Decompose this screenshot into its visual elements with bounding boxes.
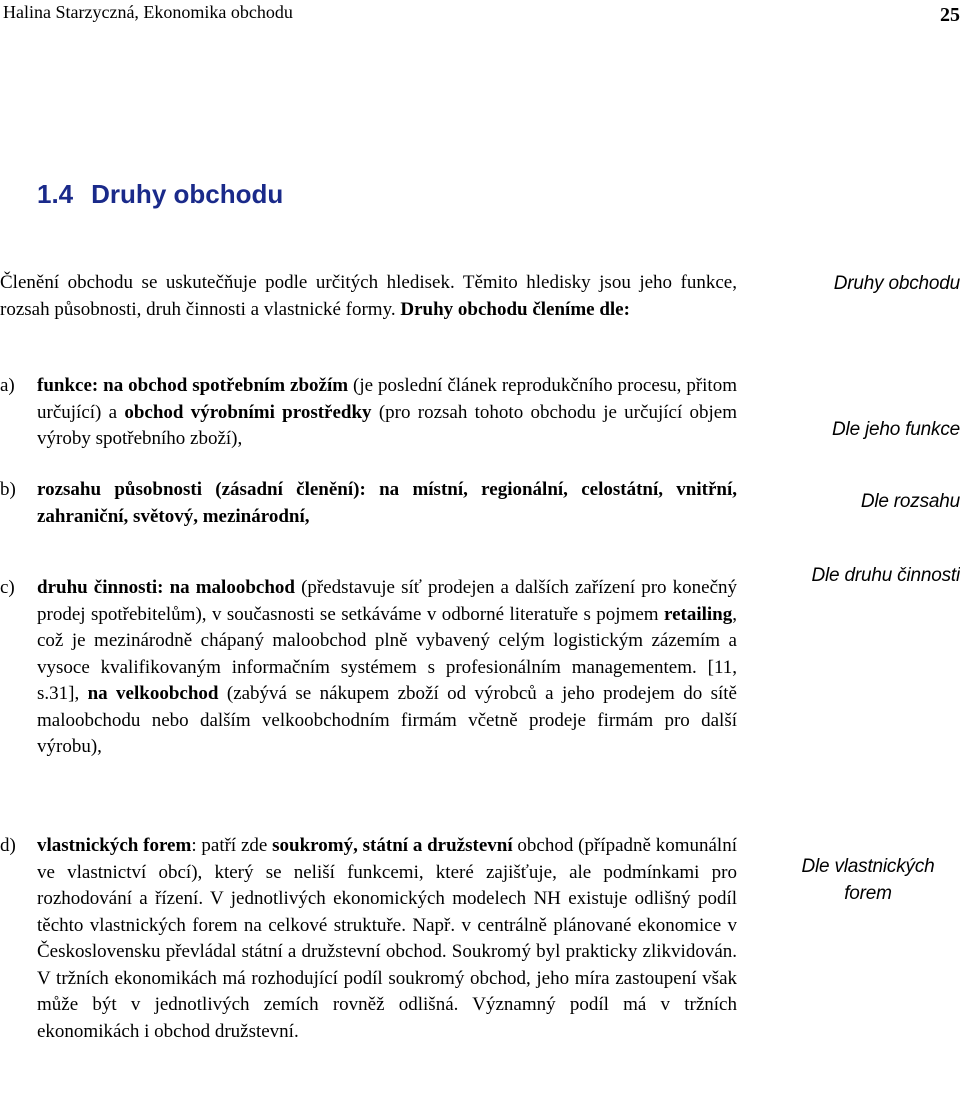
running-header-title: Halina Starzyczná, Ekonomika obchodu — [3, 2, 293, 22]
margin-note-function: Dle jeho funkce — [832, 419, 960, 440]
section-heading — [37, 178, 283, 210]
list-item-label: c) — [0, 577, 15, 598]
term-bold: soukromý, státní a družstevní — [272, 835, 513, 856]
term-text: (pro rozsah tohoto obchodu je určující objem výroby spotřebního zboží), — [37, 401, 737, 449]
list-item-label: d) — [0, 835, 16, 856]
term-bold: vlastnických forem — [37, 835, 192, 856]
list-item-c — [0, 575, 737, 761]
list-item-body — [37, 833, 737, 1045]
term-bold: retailing — [663, 603, 733, 625]
term-bold: funkce: na obchod spotřebním zbožím — [37, 375, 349, 396]
term-bold: druhu činnosti: na maloobchod — [37, 577, 295, 598]
list-item-d — [0, 833, 737, 1045]
margin-note-ownership: Dle vlastnických forem — [801, 856, 935, 904]
term-text: (představuje síť prodejen a dalších zařízení pro konečný prodej spotřebitelům), v současnosti se setkáváme v odborné literatuře s pojmem — [37, 577, 737, 625]
term-bold: obchod výrobními prostředky — [124, 401, 372, 423]
list-item-body — [37, 373, 737, 453]
list-item-a — [0, 373, 737, 453]
page-number: 25 — [940, 4, 960, 26]
margin-note-types: Druhy obchodu — [833, 273, 960, 294]
term-text: : patří zde — [191, 835, 273, 856]
list-item-body: rozsahu působnosti (zásadní členění): na místní, regionální, celostátní, vnitřní, zahraniční, světový, mezinárodní, — [37, 479, 737, 527]
term-text: , což je mezinárodně chápaný maloobchod plně vybavený celým logistickým zázemím a vysoce kvalifikovaným informačním systémem s profesionálním managementem. [11, s.31], — [37, 603, 737, 704]
intro-bold-text: Druhy obchodu členíme dle: — [400, 298, 630, 320]
list-item-b — [0, 477, 737, 530]
list-item-label: a) — [0, 375, 15, 396]
intro-text: Členění obchodu se uskutečňuje podle určitých hledisek. Těmito hledisky jsou jeho funkce, rozsah působnosti, druh činnosti a vlastnické formy. — [0, 272, 737, 320]
margin-note-activity: Dle druhu činnosti — [811, 565, 960, 586]
term-text: (je poslední článek reprodukčního procesu, přitom určující) a — [37, 375, 737, 423]
term-text: (zabývá se nákupem zboží od výrobců a jeho prodejem do sítě maloobchodu nebo dalším velkoobchodním firmám včetně prodeje firmám pro další výrobu), — [37, 683, 737, 757]
intro-paragraph — [0, 270, 737, 323]
term-text: obchod (případně komunální ve vlastnictví obcí), který se neliší funkcemi, které zajišťuje, ale podmínkami pro rozhodování a řízení. V jednotlivých ekonomických modelech NH existuje odlišný podíl těchto vlastnických forem na celkové struktuře. Např. v centrálně plánované ekonomice v Československu převládal státní a družstevní obchod. Soukromý byl prakticky zlikvidován. V tržních ekonomikách má rozhodující podíl soukromý obchod, jeho míra zastoupení však může být v jednotlivých zemích rovněž odlišná. Významný podíl má v tržních ekonomikách i obchod družstevní. — [37, 835, 737, 1042]
list-item-body — [37, 575, 737, 761]
term-bold: na velkoobchod — [87, 683, 219, 704]
section-title-text: Druhy obchodu — [91, 179, 284, 209]
section-number: 1.4 — [37, 179, 74, 209]
margin-note-scope: Dle rozsahu — [860, 491, 960, 512]
list-item-label: b) — [0, 479, 16, 500]
